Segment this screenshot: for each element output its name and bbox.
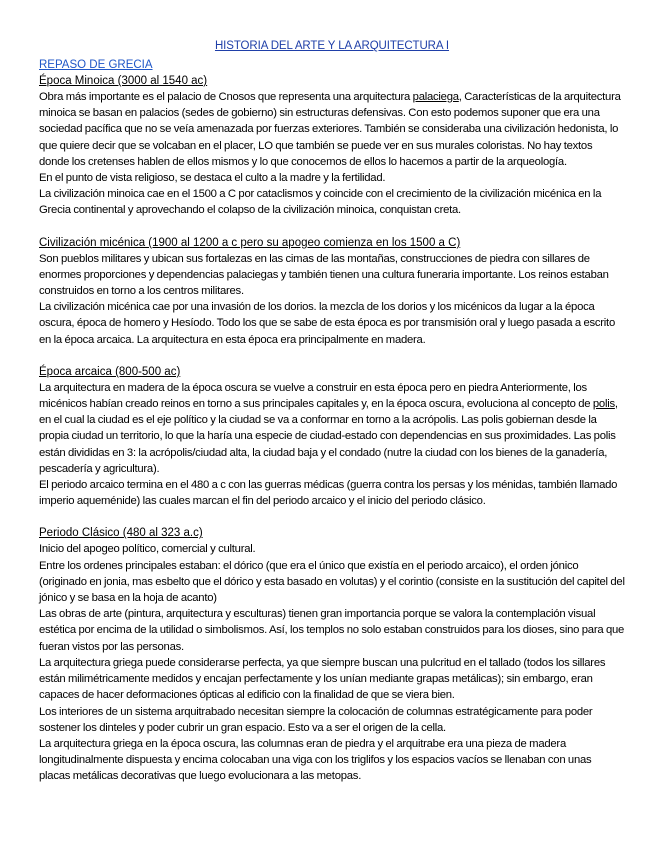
section-heading: Época Minoica (3000 al 1540 ac) bbox=[39, 75, 208, 87]
paragraph: En el punto de vista religioso, se destaca el culto a la madre y la fertilidad. bbox=[39, 172, 386, 185]
paragraph: La civilización minoica cae en el 1500 a C por cataclismos y coincide con el crecimiento de la civilización micénica en la Grecia continental y aprovechando el colapso de la civilización minoica, conquistan creta. bbox=[39, 188, 602, 217]
paragraph: Entre los ordenes principales estaban: el dórico (que era el único que existía en el periodo arcaico), el orden jónico (originado en jonia, mas esbelto que el dórico y esta basado en volutas) y el corintio (consiste en la sustitución del capitel del jónico y se basa en la hoja de acanto) bbox=[39, 559, 625, 605]
document-title: HISTORIA DEL ARTE Y LA ARQUITECTURA I bbox=[214, 40, 450, 52]
paragraph: Obra más importante es el palacio de Cnosos que representa una arquitectura palaciega, Características de la arquitectura minoica se basan en palacios (sedes de gobierno) sin estructuras defensivas. Con esto podemos suponer que era una sociedad pacífica que no se veía amenazada por fuerzas exteriores. También se consideraba una civilización hedonista, lo que quiere decir que se volcaban en el placer, LO que también se puede ver en sus murales coloristas. No hay textos donde los cretenses hablen de ellos mismos y lo que conocemos de ellos lo hacemos a partir de la arqueología. bbox=[39, 91, 621, 168]
paragraph: La arquitectura en madera de la época oscura se vuelve a construir en esta época pero en piedra Anteriormente, los micénicos habían creado reinos en torno a sus principales capitales y, en la época oscura, evoluciona al concepto de polis, en el cual la ciudad es el eje político y la ciudad se va a conformar en torno a la acrópolis. Las polis gobiernan desde la propia ciudad un territorio, lo que la haría una especie de ciudad-estado con dependencias en sus proximidades. Las polis están divididas en 3: la acrópolis/ciudad alta, la ciudad baja y el condado (nutre la ciudad con los bienes de la ganadería, pescadería y agricultura). bbox=[39, 381, 618, 475]
section-heading: Época arcaica (800-500 ac) bbox=[39, 365, 181, 378]
review-link[interactable]: REPASO DE GRECIA bbox=[39, 59, 153, 71]
paragraph: Inicio del apogeo político, comercial y cultural. bbox=[39, 543, 256, 556]
section-heading: Civilización micénica (1900 al 1200 a c pero su apogeo comienza en los 1500 a C) bbox=[39, 236, 461, 249]
paragraph: El periodo arcaico termina en el 480 a c con las guerras médicas (guerra contra los persas y los ménidas, también llamado imperio aqueménide) las cuales marcan el fin del periodo arcaico y el inicio del periodo clásico. bbox=[39, 479, 618, 508]
section-arcaica bbox=[39, 364, 625, 510]
section-clasico bbox=[39, 525, 625, 784]
paragraph: La civilización micénica cae por una invasión de los dorios. la mezcla de los dorios y los micénicos da lugar a la época oscura, época de homero y Hesíodo. Todo los que se sabe de esta época es por transmisión oral y luego pasada a escrito en la época arcaica. La arquitectura en esta época era principalmente en madera. bbox=[39, 301, 615, 346]
paragraph: La arquitectura griega puede considerarse perfecta, ya que siempre buscan una pulcritud en el tallado (todos los sillares están milimétricamente medidos y encajan perfectamente y los unían mediante grapas metálicas); sin embargo, eran capaces de hacer deformaciones ópticas al edificio con la finalidad de que se viera bien. bbox=[39, 656, 606, 702]
paragraph: La arquitectura griega en la época oscura, las columnas eran de piedra y el arquitrabe era una pieza de madera longitudinalmente dispuesta y encima colocaban una viga con los triglifos y los espacios vacíos se llenaban con unas placas metálicas decorativas que luego evolucionara a las metopas. bbox=[39, 737, 592, 783]
underlined-term: palaciega bbox=[412, 91, 459, 103]
paragraph: Son pueblos militares y ubican sus fortalezas en las cimas de las montañas, construcciones de piedra con sillares de enormes proporciones y dependencias palaciegas y también tienen una cultura funeraria importante. Los reinos estaban construidos en torno a los centros militares. bbox=[39, 252, 609, 298]
paragraph: Las obras de arte (pintura, arquitectura y esculturas) tienen gran importancia porque se valora la contemplación visual estética por encima de la utilidad o simbolismos. Así, los templos no solo estaban construidos para los dioses, sino para que fueran vistos por las personas. bbox=[39, 608, 625, 653]
underlined-term: polis bbox=[592, 398, 615, 411]
section-micenica bbox=[39, 235, 625, 348]
section-heading: Periodo Clásico (480 al 323 a.c) bbox=[39, 527, 203, 540]
section-minoica bbox=[39, 73, 625, 219]
paragraph: Los interiores de un sistema arquitrabado necesitan siempre la colocación de columnas estratégicamente para poder sostener los dinteles y poder cubrir un gran espacio. Esto va a ser el origen de la cella. bbox=[39, 705, 593, 734]
